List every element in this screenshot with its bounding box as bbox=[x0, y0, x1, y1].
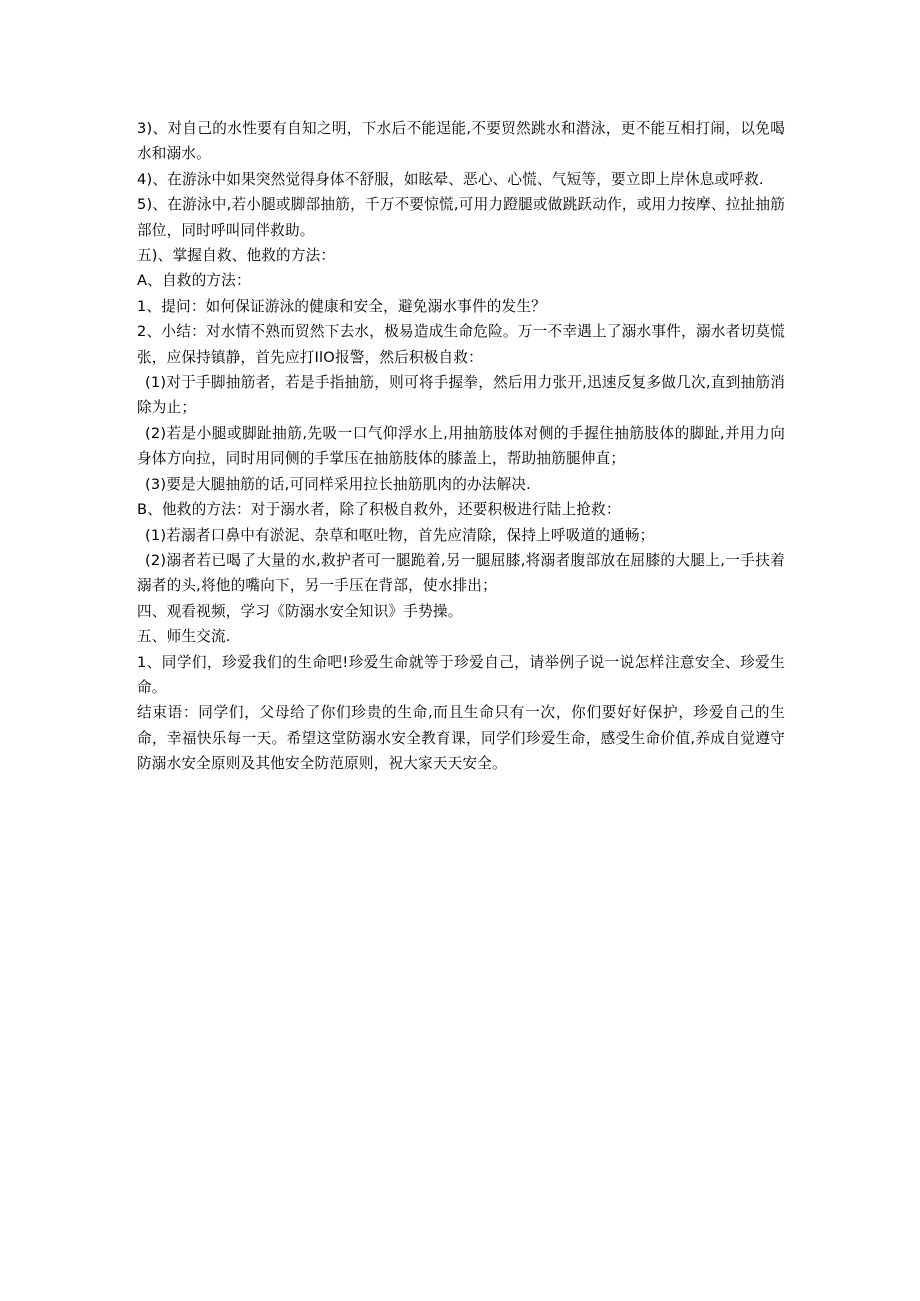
paragraph-cramp-thigh: (3)要是大腿抽筋的话,可同样采用拉长抽筋肌肉的办法解决. bbox=[145, 475, 532, 493]
subheading-self-rescue: A、自救的方法： bbox=[137, 272, 251, 290]
paragraph-item-5: 5)、在游泳中,若小腿或脚部抽筋，千万不要惊慌,可用力蹬腿或做跳跃动作，或用力按摩、拉扯抽筋部位，同时呼叫同伴救助。 bbox=[137, 196, 785, 239]
paragraph-discussion-item: 1、同学们，珍爱我们的生命吧!珍爱生命就等于珍爱自己，请举例子说一说怎样注意安全、珍爱生命。 bbox=[137, 653, 785, 696]
paragraph-clear-airway: (1)若溺者口鼻中有淤泥、杂草和呕吐物，首先应清除，保持上呼吸道的通畅； bbox=[145, 526, 655, 544]
paragraph-cramp-hands: (1)对于手脚抽筋者，若是手指抽筋，则可将手握拳，然后用力张开,迅速反复多做几次,直到抽筋消除为止； bbox=[137, 374, 785, 417]
section-heading-self-rescue-methods: 五)、掌握自救、他救的方法： bbox=[137, 247, 336, 265]
section-heading-video: 四、观看视频，学习《防溺水安全知识》手势操。 bbox=[137, 602, 463, 620]
subheading-rescue-others: B、他救的方法：对于溺水者，除了积极自救外，还要积极进行陆上抢救： bbox=[137, 501, 621, 519]
document-body bbox=[137, 116, 785, 777]
paragraph-question: 1、提问：如何保证游泳的健康和安全，避免溺水事件的发生？ bbox=[137, 297, 546, 315]
paragraph-drain-water: (2)溺者若已喝了大量的水,救护者可一腿跪着,另一腿屈膝,将溺者腹部放在屈膝的大腿上,一手扶着溺者的头,将他的嘴向下，另一手压在背部，使水排出； bbox=[137, 551, 785, 595]
paragraph-item-3: 3)、对自己的水性要有自知之明，下水后不能逞能,不要贸然跳水和潜泳，更不能互相打闹，以免喝水和溺水。 bbox=[137, 120, 785, 163]
paragraph-item-4: 4)、在游泳中如果突然觉得身体不舒服，如眩晕、恶心、心慌、气短等，要立即上岸休息或呼救. bbox=[137, 170, 764, 188]
paragraph-summary: 2、小结：对水情不熟而贸然下去水，极易造成生命危险。万一不幸遇上了溺水事件，溺水者切莫慌张，应保持镇静，首先应打IlO报警，然后积极自救： bbox=[137, 323, 785, 366]
paragraph-conclusion: 结束语：同学们，父母给了你们珍贵的生命,而且生命只有一次，你们要好好保护，珍爱自己的生命，幸福快乐每一天。希望这堂防溺水安全教育课，同学们珍爱生命，感受生命价值,养成自觉遵守防溺水安全原则及其他安全防范原则，祝大家天天安全。 bbox=[137, 704, 785, 773]
paragraph-cramp-calf: (2)若是小腿或脚趾抽筋,先吸一口气仰浮水上,用抽筋肢体对侧的手握住抽筋肢体的脚趾,并用力向身体方向拉，同时用同侧的手掌压在抽筋肢体的膝盖上，帮助抽筋腿伸直； bbox=[137, 424, 785, 468]
section-heading-discussion: 五、师生交流. bbox=[137, 628, 231, 646]
